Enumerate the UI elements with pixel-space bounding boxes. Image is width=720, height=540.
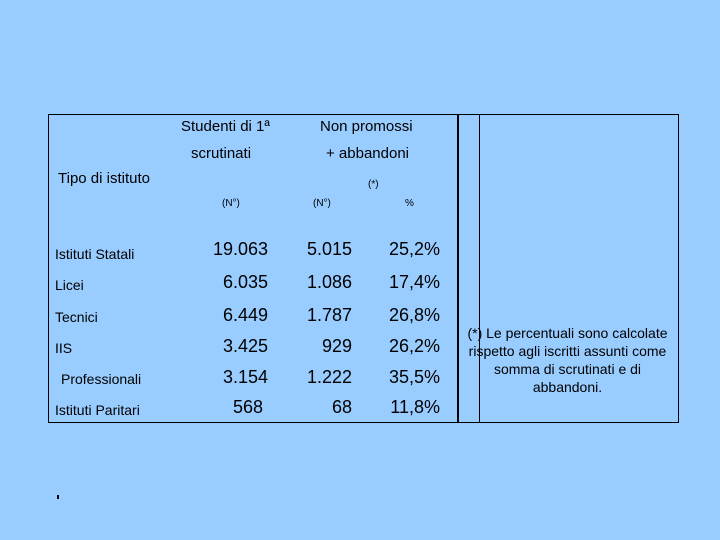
cell-non-promossi: 68 — [331, 397, 352, 417]
unit-scrutinati: (N°) — [222, 198, 240, 209]
cell-scrutinati: 6.449 — [222, 305, 268, 325]
col-non-promossi-header-line2: + abbandoni — [326, 145, 409, 162]
cell-non-promossi: 5.015 — [306, 239, 352, 259]
cell-scrutinati: 3.425 — [222, 336, 268, 356]
cell-non-promossi: 929 — [321, 336, 352, 356]
col-non-promossi-header-line1: Non promossi — [320, 118, 413, 135]
row-label: Istituti Statali — [55, 246, 135, 262]
cell-non-promossi: 1.787 — [306, 305, 352, 325]
cell-percent: 26,2% — [388, 336, 440, 356]
row-label: Istituti Paritari — [55, 402, 140, 418]
stray-mark — [57, 495, 59, 499]
cell-percent: 26,8% — [388, 305, 440, 325]
cell-scrutinati: 3.154 — [222, 367, 268, 387]
row-label: Licei — [55, 277, 84, 293]
cell-percent: 17,4% — [388, 272, 440, 292]
cell-percent: 25,2% — [388, 239, 440, 259]
cell-percent: 35,5% — [388, 367, 440, 387]
row-label: Tecnici — [55, 309, 98, 325]
cell-scrutinati: 6.035 — [222, 272, 268, 292]
cell-percent: 11,8% — [390, 397, 440, 417]
row-label: Professionali — [61, 371, 142, 387]
col-scrutinati-header-line2: scrutinati — [191, 145, 252, 162]
col-scrutinati-header-line1: Studenti di 1ª — [181, 118, 270, 135]
cell-non-promossi: 1.222 — [306, 367, 352, 387]
asterisk-note-marker: (*) — [368, 179, 379, 190]
cell-non-promossi: 1.086 — [306, 272, 352, 292]
row-header: Tipo di istituto — [58, 170, 150, 187]
unit-non-promossi: (N°) — [313, 198, 331, 209]
footnote: (*) Le percentuali sono calcolate rispetto agli iscritti assunti come somma di scrutinati e di abbandoni. — [467, 325, 668, 395]
unit-percent: % — [405, 198, 414, 209]
row-label: IIS — [55, 340, 73, 356]
cell-scrutinati: 568 — [232, 397, 263, 417]
cell-scrutinati: 19.063 — [212, 239, 268, 259]
